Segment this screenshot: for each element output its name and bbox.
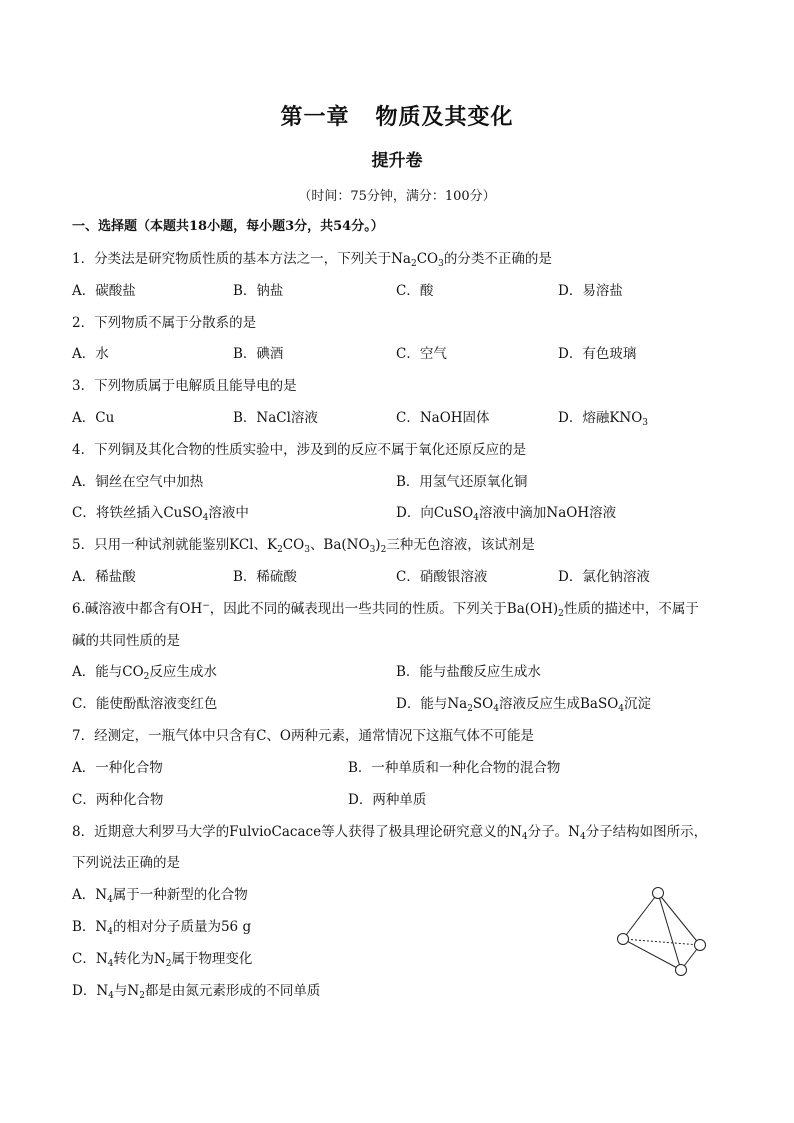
- q5-option-c: C．硝酸银溶液: [396, 569, 488, 585]
- q4-option-d: D．向CuSO$_4$溶液中滴加NaOH溶液: [396, 505, 617, 523]
- bond-line: [658, 893, 681, 970]
- q2-option-a: A．水: [72, 346, 109, 362]
- atom-node: [695, 940, 706, 951]
- q3-option-a: A．Cu: [72, 410, 115, 426]
- q3-option-b: B．NaCl溶液: [233, 410, 318, 426]
- chapter-title: [0, 100, 794, 131]
- question-3-stem: 3．下列物质属于电解质且能导电的是: [72, 378, 297, 394]
- q6-option-d: D．能与$Na_2SO_4$溶液反应生成BaSO$_4$沉淀: [396, 696, 652, 714]
- n4-tetrahedron-figure: [612, 882, 712, 982]
- q4-option-a: A．铜丝在空气中加热: [72, 474, 204, 490]
- q3-option-c: C．NaOH固体: [396, 410, 490, 426]
- q6-option-c: C．能使酚酞溶液变红色: [72, 696, 218, 712]
- bond-line: [623, 893, 658, 939]
- atom-node: [653, 888, 664, 899]
- bond-line: [658, 893, 700, 945]
- question-6-stem-cont: 碱的共同性质的是: [72, 633, 180, 649]
- q8-option-b: B．$N_4$的相对分子质量为56 g: [72, 919, 252, 937]
- q3-option-d: D．熔融$KNO_3$: [558, 410, 649, 428]
- q7-option-c: C．两种化合物: [72, 792, 164, 808]
- q7-option-a: A．一种化合物: [72, 760, 163, 776]
- question-6-stem: 6.碱溶液中都含有OH−，因此不同的碱表现出一些共同的性质。下列关于$Ba(OH)_2$性质的描述中，不属于: [72, 601, 699, 619]
- q8-option-a: A．$N_4$属于一种新型的化合物: [72, 887, 248, 905]
- q1-option-a: A．碳酸盐: [72, 283, 136, 299]
- chapter-name: 物质及其变化: [375, 104, 514, 130]
- question-2-stem: 2．下列物质不属于分散系的是: [72, 315, 257, 331]
- question-8-stem-cont: 下列说法正确的是: [72, 855, 180, 871]
- q1-option-c: C．酸: [396, 283, 434, 299]
- q1-option-d: D．易溶盐: [558, 283, 623, 299]
- q6-option-a: A．能与$CO_2$反应生成水: [72, 664, 217, 682]
- hidden-bond-line: [623, 939, 700, 945]
- q8-option-c: C．$N_4$转化为$N_2$属于物理变化: [72, 951, 253, 969]
- q1-option-b: B．钠盐: [233, 283, 284, 299]
- paper-subtitle: 提升卷: [371, 151, 423, 171]
- q5-option-b: B．稀硫酸: [233, 569, 297, 585]
- q2-option-d: D．有色玻璃: [558, 346, 637, 362]
- q6-option-b: B．能与盐酸反应生成水: [396, 664, 541, 680]
- time-score-info: （时间：75分钟，满分：100分）: [298, 189, 496, 204]
- question-5-stem: 5．只用一种试剂就能鉴别KCl、$K_2CO_3$、$Ba(NO_3)_2$三种无色溶液，该试剂是: [72, 537, 535, 555]
- question-1-stem: 1．分类法是研究物质性质的基本方法之一，下列关于$Na_2CO_3$的分类不正确的是: [72, 251, 552, 269]
- chapter-number: 第一章: [280, 104, 350, 130]
- atom-node: [676, 965, 687, 976]
- q5-option-a: A．稀盐酸: [72, 569, 136, 585]
- q4-option-c: C．将铁丝插入CuSO$_4$溶液中: [72, 505, 249, 523]
- bond-line: [623, 939, 681, 970]
- q2-option-c: C．空气: [396, 346, 447, 362]
- section-heading: 一、选择题（本题共18小题，每小题3分，共54分。）: [72, 219, 384, 234]
- q7-option-b: B．一种单质和一种化合物的混合物: [348, 760, 561, 776]
- q4-option-b: B．用氢气还原氧化铜: [396, 474, 528, 490]
- q8-option-d: D．$N_4$与$N_2$都是由氮元素形成的不同单质: [72, 983, 321, 1001]
- q7-option-d: D．两种单质: [348, 792, 427, 808]
- q2-option-b: B．碘酒: [233, 346, 284, 362]
- question-8-stem: 8．近期意大利罗马大学的FulvioCacace等人获得了极具理论研究意义的$N_4$分子。$N_4$分子结构如图所示，: [72, 824, 708, 842]
- atom-node: [618, 934, 629, 945]
- question-4-stem: 4．下列铜及其化合物的性质实验中，涉及到的反应不属于氧化还原反应的是: [72, 442, 527, 458]
- q5-option-d: D．氯化钠溶液: [558, 569, 650, 585]
- question-7-stem: 7．经测定，一瓶气体中只含有C、O两种元素，通常情况下这瓶气体不可能是: [72, 728, 534, 744]
